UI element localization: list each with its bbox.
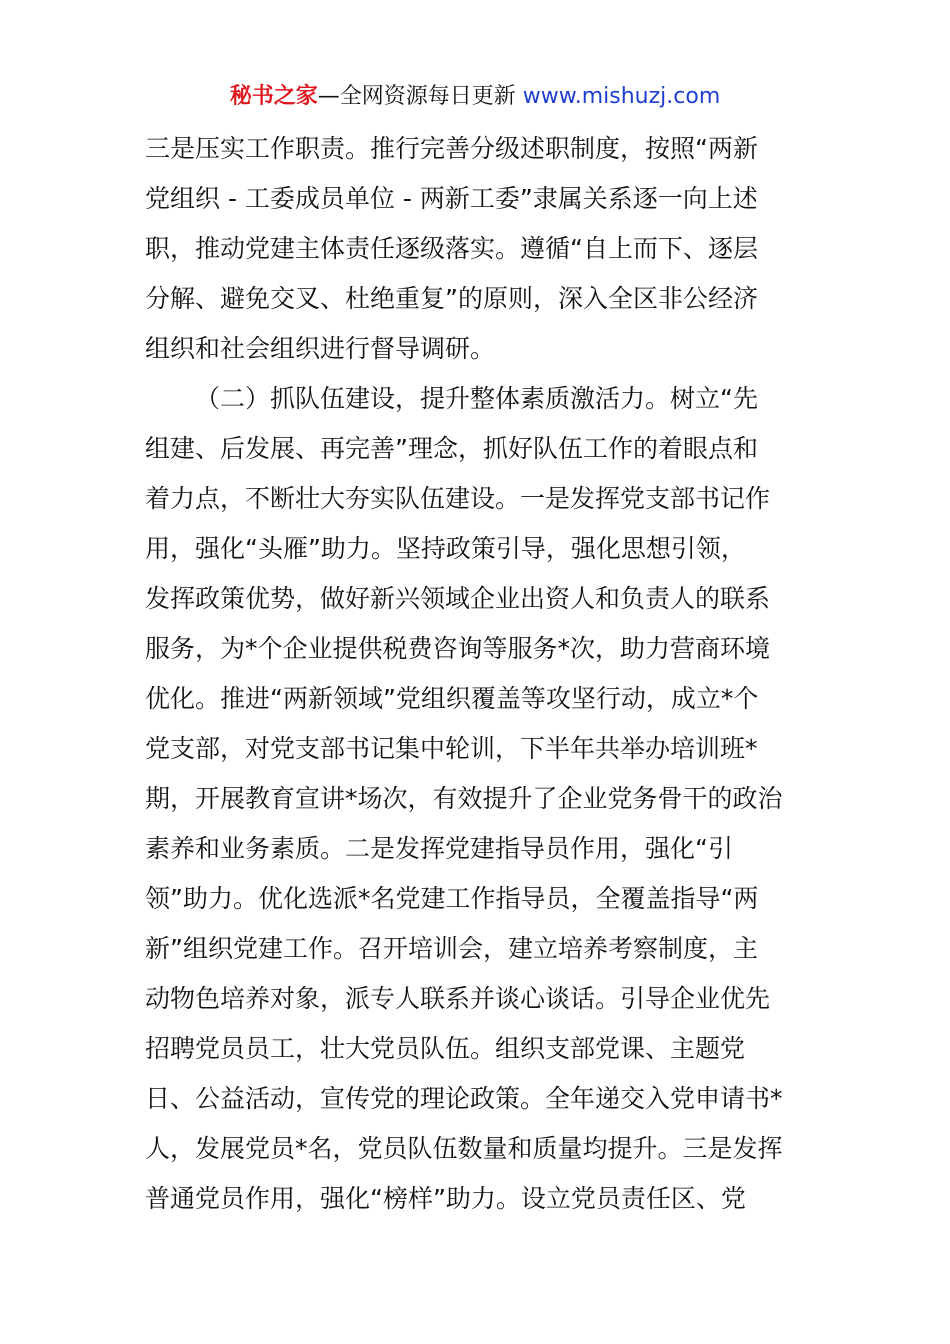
text-line: 新”组织党建工作。召开培训会，建立培养考察制度，主 [145,934,758,963]
text-line: 领”助力。优化选派*名党建工作指导员，全覆盖指导“两 [145,884,759,913]
text-line: 素养和业务素质。二是发挥党建指导员作用，强化“引 [145,834,733,863]
text-line: 职，推动党建主体责任逐级落实。遵循“自上而下、逐层 [145,234,758,263]
text-line: 分解、避免交叉、杜绝重复”的原则，深入全区非公经济 [145,284,758,313]
text-line: 组织和社会组织进行督导调研。 [145,334,496,363]
text-line: 发挥政策优势，做好新兴领域企业出资人和负责人的联系 [145,584,771,613]
header-brand: 秘书之家 [229,84,318,109]
text-line: 党支部，对党支部书记集中轮训，下半年共举办培训班* [145,734,758,763]
text-line: 普通党员作用，强化“榜样”助力。设立党员责任区、党 [145,1184,746,1213]
text-line: 动物色培养对象，派专人联系并谈心谈话。引导企业优先 [145,984,771,1013]
text-line: 党组织 - 工委成员单位 - 两新工委”隶属关系逐一向上述 [145,184,758,213]
text-line: 日、公益活动，宣传党的理论政策。全年递交入党申请书* [145,1084,783,1113]
header-tagline: —全网资源每日更新 [317,84,523,109]
text-line: 着力点，不断壮大夯实队伍建设。一是发挥党支部书记作 [145,484,771,513]
text-line: 服务，为*个企业提供税费咨询等服务*次，助力营商环境 [145,634,771,663]
text-line: 人，发展党员*名，党员队伍数量和质量均提升。三是发挥 [145,1134,783,1163]
header-url[interactable]: www.mishuzj.com [522,84,721,109]
text-line: 招聘党员员工，壮大党员队伍。组织支部党课、主题党 [145,1034,746,1063]
text-line: 用，强化“头雁”助力。坚持政策引导，强化思想引领， [145,534,746,563]
text-line: 优化。推进“两新领域”党组织覆盖等攻坚行动，成立*个 [145,684,759,713]
section-heading-line: （二）抓队伍建设，提升整体素质激活力。树立“先 [195,384,758,413]
document-body [145,124,810,1224]
text-line: 期，开展教育宣讲*场次，有效提升了企业党务骨干的政治 [145,784,783,813]
text-line: 组建、后发展、再完善”理念，抓好队伍工作的着眼点和 [145,434,758,463]
watermark-header [0,82,950,112]
text-line: 三是压实工作职责。推行完善分级述职制度，按照“两新 [145,134,758,163]
